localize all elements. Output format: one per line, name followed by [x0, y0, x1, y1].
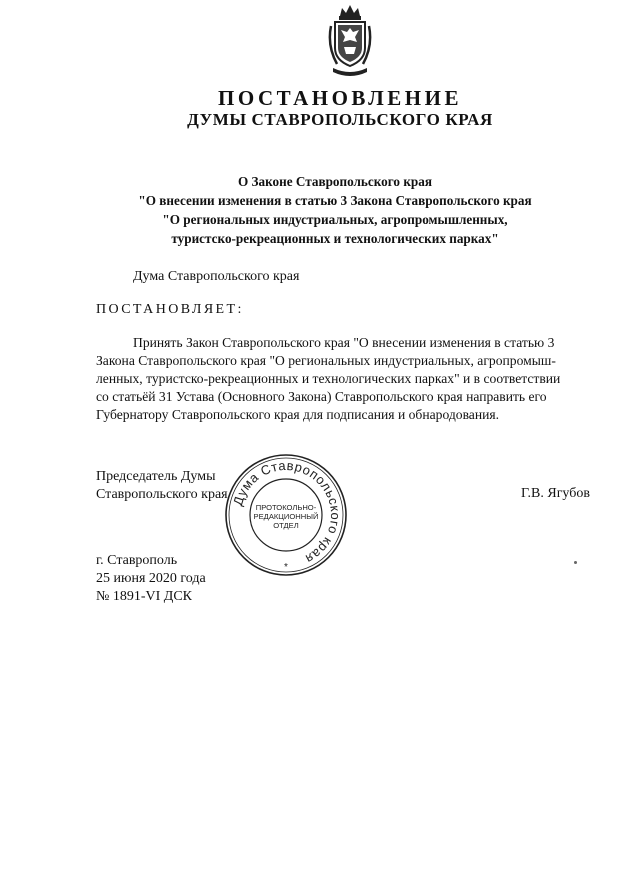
- signatory-name: Г.В. Ягубов: [521, 486, 590, 501]
- paragraph-line: со статьёй 31 Устава (Основного Закона) Ставропольского края направить его: [96, 389, 547, 404]
- decree-paragraph: [96, 334, 596, 424]
- paragraph-line: Губернатору Ставропольского края для подписания и обнародования.: [96, 407, 500, 422]
- law-title: [0, 172, 640, 248]
- law-title-line: О Законе Ставропольского края: [238, 174, 432, 189]
- document-title: ПОСТАНОВЛЕНИЕ: [218, 86, 462, 110]
- enacting-body: Дума Ставропольского края: [133, 269, 300, 284]
- paragraph-line: ленных, туристско-рекреационных и технологических парках" и в соответствии: [96, 371, 561, 386]
- law-title-line: "О региональных индустриальных, агропромышленных,: [162, 212, 508, 227]
- stamp-ring-text: Дума Ставропольского края: [230, 457, 344, 567]
- official-stamp: [223, 452, 349, 578]
- scan-speck: [574, 561, 577, 564]
- position-line: Председатель Думы: [96, 469, 216, 484]
- coat-of-arms-icon: [327, 2, 373, 80]
- city: г. Ставрополь: [96, 553, 178, 568]
- paragraph-line: Принять Закон Ставропольского края "О внесении изменения в статью 3: [133, 335, 555, 350]
- paragraph-line: Закона Ставропольского края "О региональных индустриальных, агропромыш-: [96, 353, 556, 368]
- stamp-center-line: ПРОТОКОЛЬНО-: [255, 503, 317, 512]
- law-title-line: туристско-рекреационных и технологических парках": [171, 231, 499, 246]
- date: 25 июня 2020 года: [96, 571, 206, 586]
- document-footer: [96, 552, 206, 606]
- issuing-body: ДУМЫ СТАВРОПОЛЬСКОГО КРАЯ: [187, 110, 493, 129]
- stamp-center-line: ОТДЕЛ: [273, 521, 299, 530]
- decree-word: ПОСТАНОВЛЯЕТ:: [96, 302, 244, 317]
- signatory-position: [96, 468, 228, 504]
- stamp-center-line: РЕДАКЦИОННЫЙ: [253, 512, 319, 521]
- stamp-star: *: [284, 562, 288, 573]
- document-number: № 1891-VI ДСК: [96, 589, 193, 604]
- law-title-line: "О внесении изменения в статью 3 Закона Ставропольского края: [138, 193, 532, 208]
- position-line: Ставропольского края: [96, 487, 228, 502]
